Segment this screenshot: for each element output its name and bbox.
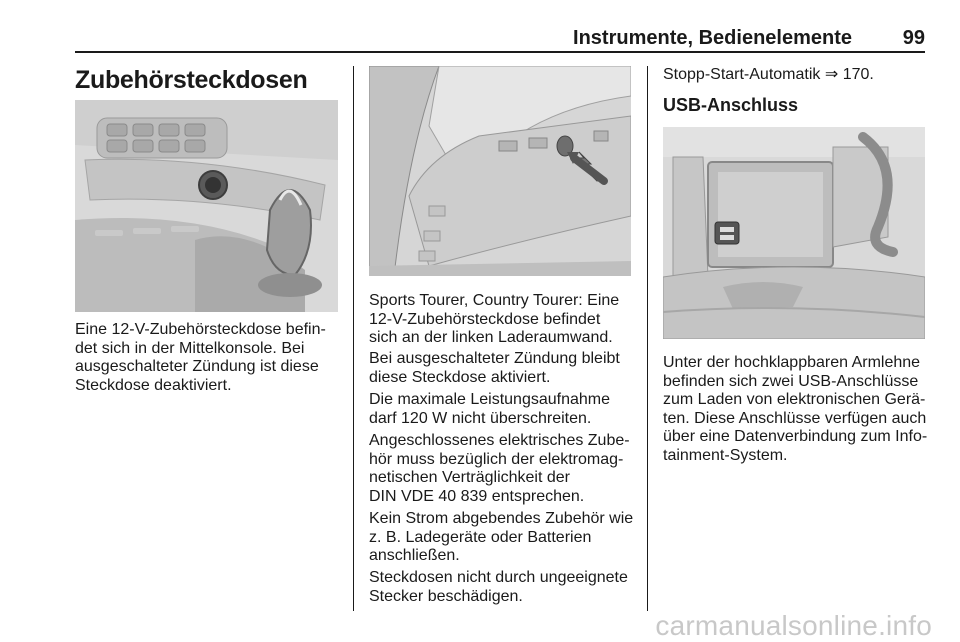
- usb-ports-illustration: [663, 127, 925, 339]
- header-rule: [75, 51, 925, 53]
- power-limit-text: Die maximale Leistungsaufnahme darf 120 W nicht überschreiten.: [369, 391, 611, 427]
- column-divider-left: [353, 66, 354, 611]
- emc-compliance-text: Angeschlossenes elektrisches Zube- hör muss bezüglich der elektromag- netischen Verträglichkeit der DIN VDE 40 839 entsprechen.: [369, 432, 630, 505]
- stop-start-crossref[interactable]: Stopp-Start-Automatik ⇒ 170.: [663, 66, 874, 83]
- site-watermark: carmanualsonline.info: [655, 610, 932, 641]
- column-divider-right: [647, 66, 648, 611]
- ignition-note-text: Bei ausgeschalteter Zündung bleibt diese Steckdose aktiviert.: [369, 350, 620, 386]
- usb-subheading: USB-Anschluss: [663, 95, 799, 115]
- usb-description: Unter der hochklappbaren Armlehne befinden sich zwei USB-Anschlüsse zum Laden von elektronischen Gerä- ten. Diese Anschlüsse verfügen auch über eine Datenverbindung zum Info- tainment-System.: [663, 354, 928, 464]
- console-socket-description: Eine 12-V-Zubehörsteckdose befin- det sich in der Mittelkonsole. Bei ausgeschalteter Zündung ist diese Steckdose deaktiviert.: [75, 321, 326, 394]
- cargo-socket-illustration: [369, 66, 631, 276]
- cargo-socket-location-text: Sports Tourer, Country Tourer: Eine 12-V-Zubehörsteckdose befindet sich an der linken Laderaumwand.: [369, 292, 620, 346]
- running-header-title: Instrumente, Bedienelemente: [573, 27, 852, 49]
- no-charging-devices-text: Kein Strom abgebendes Zubehör wie z. B. Ladegeräte oder Batterien anschließen.: [369, 510, 634, 564]
- console-socket-illustration: [75, 100, 338, 312]
- plug-warning-text: Steckdosen nicht durch ungeeignete Stecker beschädigen.: [369, 569, 628, 605]
- section-title: Zubehörsteckdosen: [75, 66, 308, 94]
- page-number: 99: [902, 27, 925, 49]
